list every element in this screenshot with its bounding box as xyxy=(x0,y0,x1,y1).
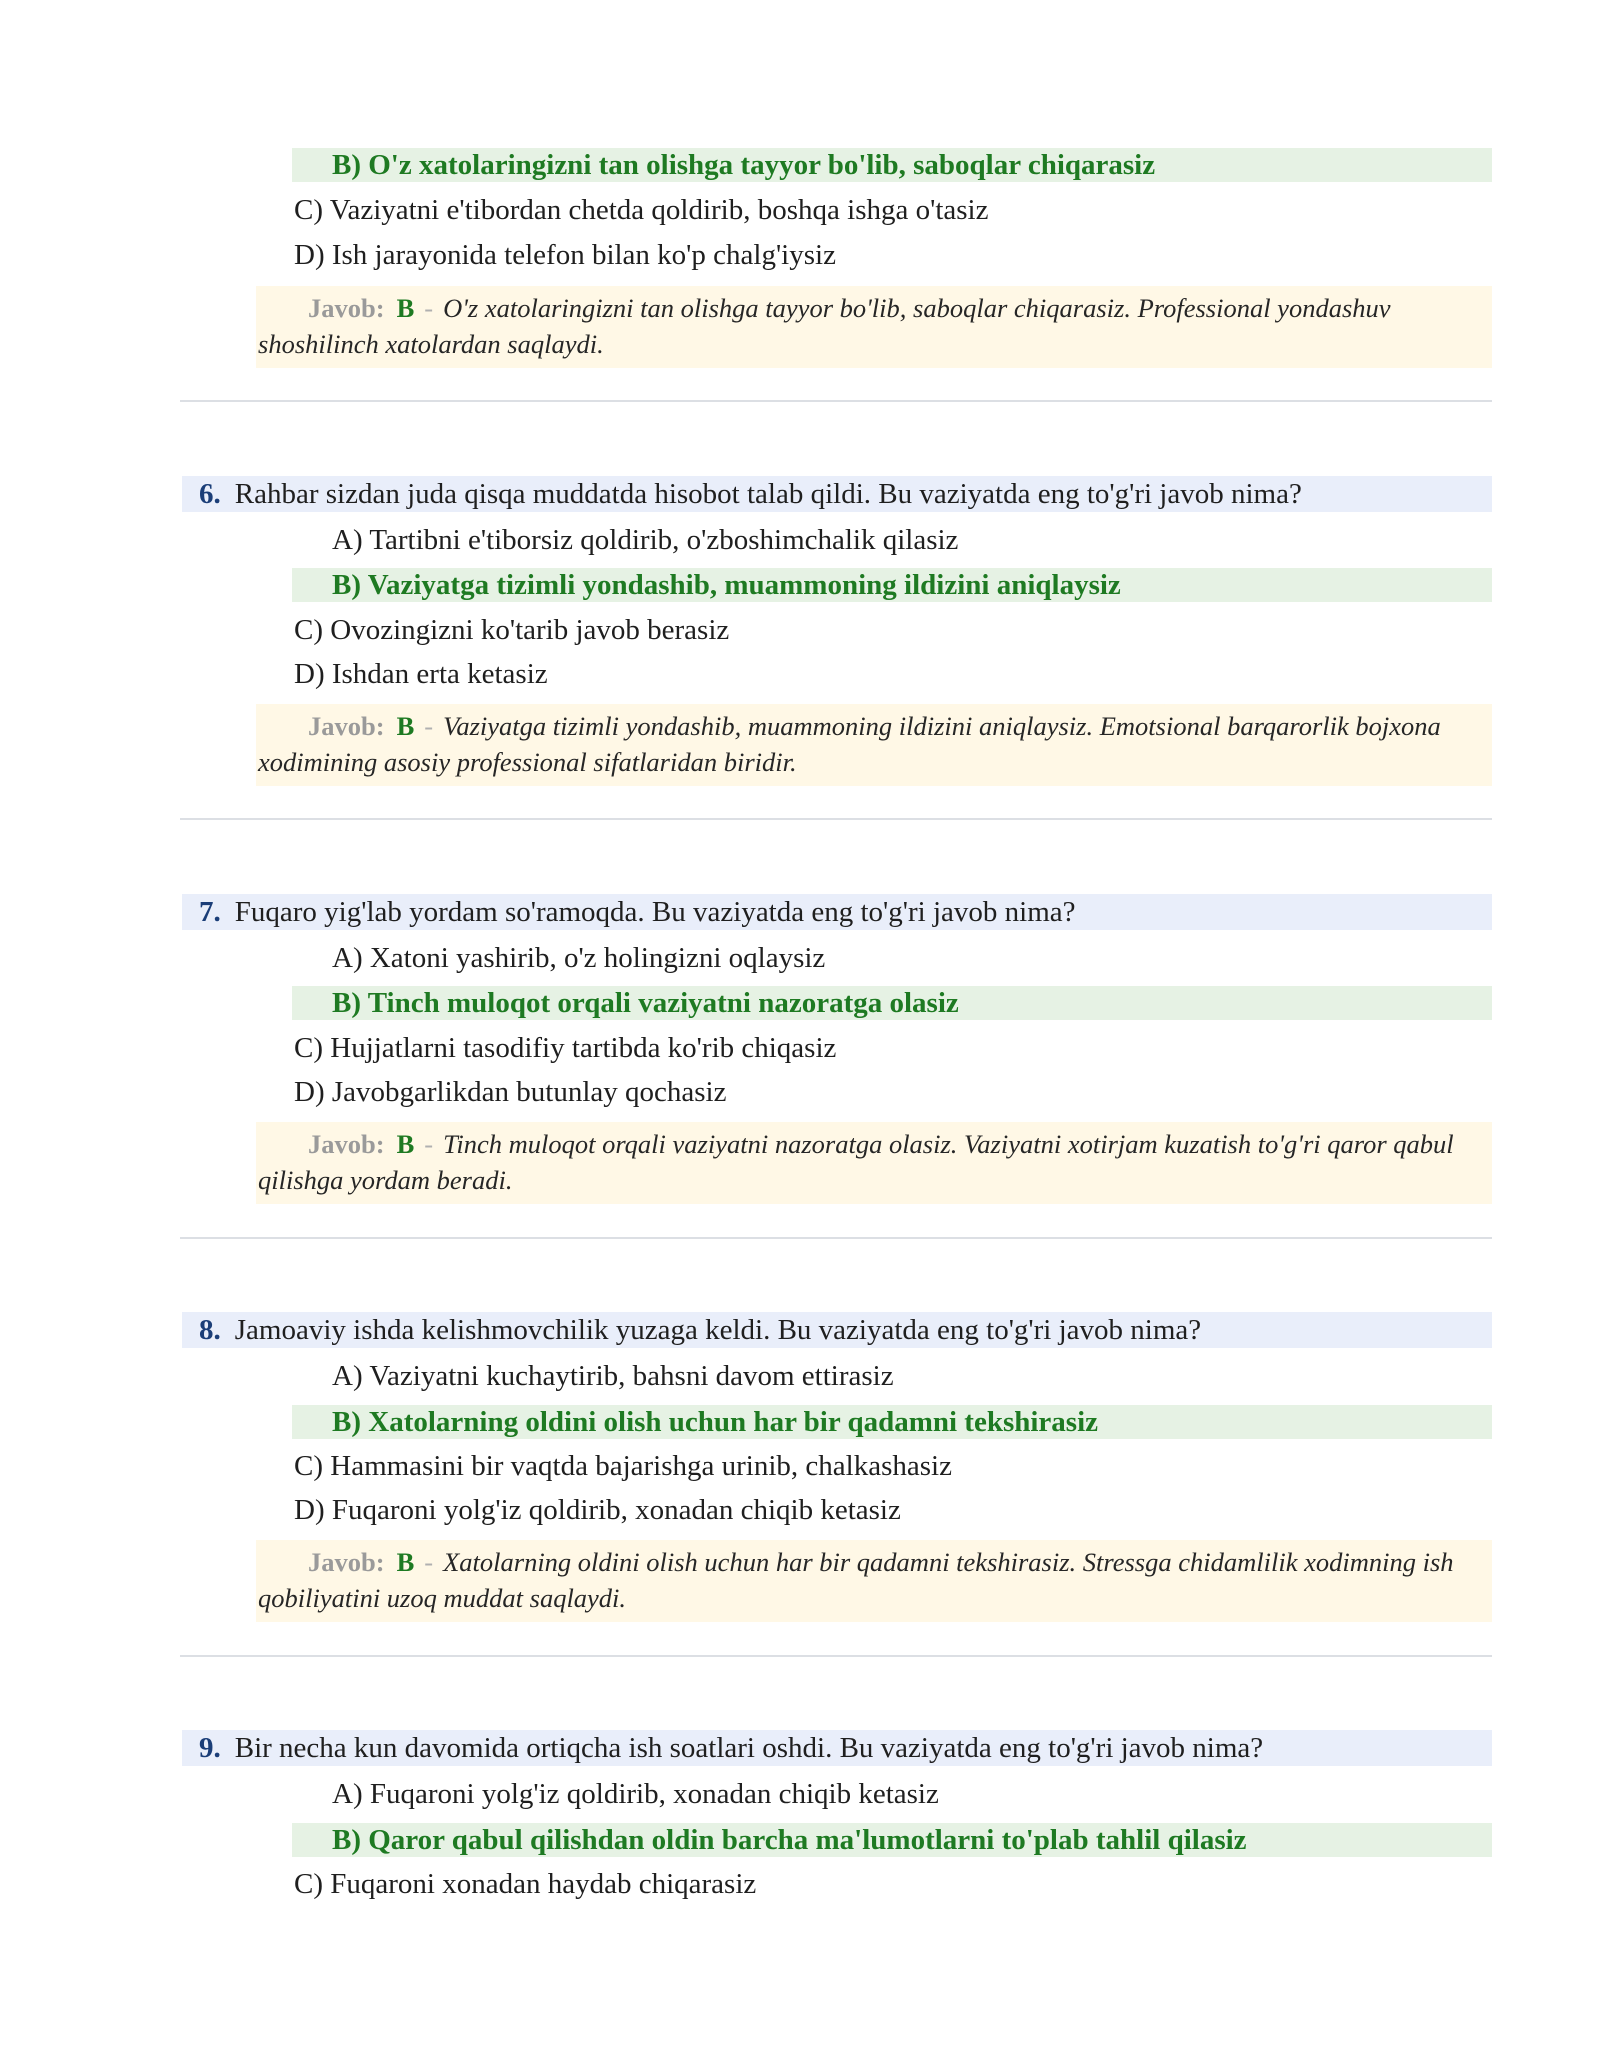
q6-answer-box xyxy=(256,704,1492,786)
answer-letter: B xyxy=(396,1129,415,1159)
divider xyxy=(180,400,1492,402)
q6-option-a: A) Tartibni e'tiborsiz qoldirib, o'zboshimchalik qilasiz xyxy=(332,524,959,556)
answer-label: Javob: xyxy=(308,711,385,741)
answer-explanation: Xatolarning oldini olish uchun har bir qadamni tekshirasiz. Stressga chidamlilik xodimning ish qobiliyatini uzoq muddat saqlaydi. xyxy=(258,1547,1454,1613)
q7-question xyxy=(182,894,1492,930)
question-number: 6. xyxy=(199,478,221,510)
answer-explanation: Tinch muloqot orqali vaziyatni nazoratga olasiz. Vaziyatni xotirjam kuzatish to'g'ri qaror qabul qilishga yordam beradi. xyxy=(258,1129,1454,1195)
answer-letter: B xyxy=(396,293,415,323)
q8-option-a: A) Vaziyatni kuchaytirib, bahsni davom ettirasiz xyxy=(332,1360,894,1392)
q8-option-d: D) Fuqaroni yolg'iz qoldirib, xonadan chiqib ketasiz xyxy=(294,1494,901,1526)
q6-question xyxy=(182,476,1492,512)
q9-option-a: A) Fuqaroni yolg'iz qoldirib, xonadan chiqib ketasiz xyxy=(332,1778,939,1810)
answer-label: Javob: xyxy=(308,1547,385,1577)
answer-explanation: Vaziyatga tizimli yondashib, muammoning ildizini aniqlaysiz. Emotsional barqarorlik bojxona xodimining asosiy professional sifatlaridan biridir. xyxy=(258,711,1441,777)
answer-label: Javob: xyxy=(308,293,385,323)
q6-option-c: C) Ovozingizni ko'tarib javob berasiz xyxy=(294,614,730,646)
question-number: 9. xyxy=(199,1732,221,1764)
answer-letter: B xyxy=(396,711,415,741)
q5-answer-box xyxy=(256,286,1492,368)
q6-option-d: D) Ishdan erta ketasiz xyxy=(294,658,548,690)
question-number: 7. xyxy=(199,896,221,928)
answer-dash: - xyxy=(424,711,434,741)
q9-option-c: C) Fuqaroni xonadan haydab chiqarasiz xyxy=(294,1868,757,1900)
answer-explanation: O'z xatolaringizni tan olishga tayyor bo'lib, saboqlar chiqarasiz. Professional yondashuv shoshilinch xatolardan saqlaydi. xyxy=(258,293,1391,359)
q8-question xyxy=(182,1312,1492,1348)
answer-dash: - xyxy=(424,293,434,323)
q9-question xyxy=(182,1730,1492,1766)
q8-option-b-correct: B) Xatolarning oldini olish uchun har bir qadamni tekshirasiz xyxy=(292,1405,1492,1439)
answer-dash: - xyxy=(424,1129,434,1159)
q6-option-b-correct: B) Vaziyatga tizimli yondashib, muammoning ildizini aniqlaysiz xyxy=(292,568,1492,602)
question-text: Jamoaviy ishda kelishmovchilik yuzaga keldi. Bu vaziyatda eng to'g'ri javob nima? xyxy=(234,1314,1202,1346)
question-text: Rahbar sizdan juda qisqa muddatda hisobot talab qildi. Bu vaziyatda eng to'g'ri javob nima? xyxy=(234,478,1302,510)
q7-option-a: A) Xatoni yashirib, o'z holingizni oqlaysiz xyxy=(332,942,826,974)
question-number: 8. xyxy=(199,1314,221,1346)
q5-option-b-correct: B) O'z xatolaringizni tan olishga tayyor bo'lib, saboqlar chiqarasiz xyxy=(292,148,1492,182)
answer-label: Javob: xyxy=(308,1129,385,1159)
question-text: Fuqaro yig'lab yordam so'ramoqda. Bu vaziyatda eng to'g'ri javob nima? xyxy=(234,896,1076,928)
answer-letter: B xyxy=(396,1547,415,1577)
divider xyxy=(180,1655,1492,1657)
q7-answer-box xyxy=(256,1122,1492,1204)
q8-answer-box xyxy=(256,1540,1492,1622)
q7-option-c: C) Hujjatlarni tasodifiy tartibda ko'rib chiqasiz xyxy=(294,1032,837,1064)
answer-dash: - xyxy=(424,1547,434,1577)
question-text: Bir necha kun davomida ortiqcha ish soatlari oshdi. Bu vaziyatda eng to'g'ri javob nima? xyxy=(234,1732,1264,1764)
q9-option-b-correct: B) Qaror qabul qilishdan oldin barcha ma'lumotlarni to'plab tahlil qilasiz xyxy=(292,1823,1492,1857)
divider xyxy=(180,1237,1492,1239)
q7-option-d: D) Javobgarlikdan butunlay qochasiz xyxy=(294,1076,727,1108)
q8-option-c: C) Hammasini bir vaqtda bajarishga urinib, chalkashasiz xyxy=(294,1450,952,1482)
q5-option-c: C) Vaziyatni e'tibordan chetda qoldirib, boshqa ishga o'tasiz xyxy=(294,194,989,226)
divider xyxy=(180,818,1492,820)
q7-option-b-correct: B) Tinch muloqot orqali vaziyatni nazoratga olasiz xyxy=(292,986,1492,1020)
q5-option-d: D) Ish jarayonida telefon bilan ko'p chalg'iysiz xyxy=(294,239,836,271)
